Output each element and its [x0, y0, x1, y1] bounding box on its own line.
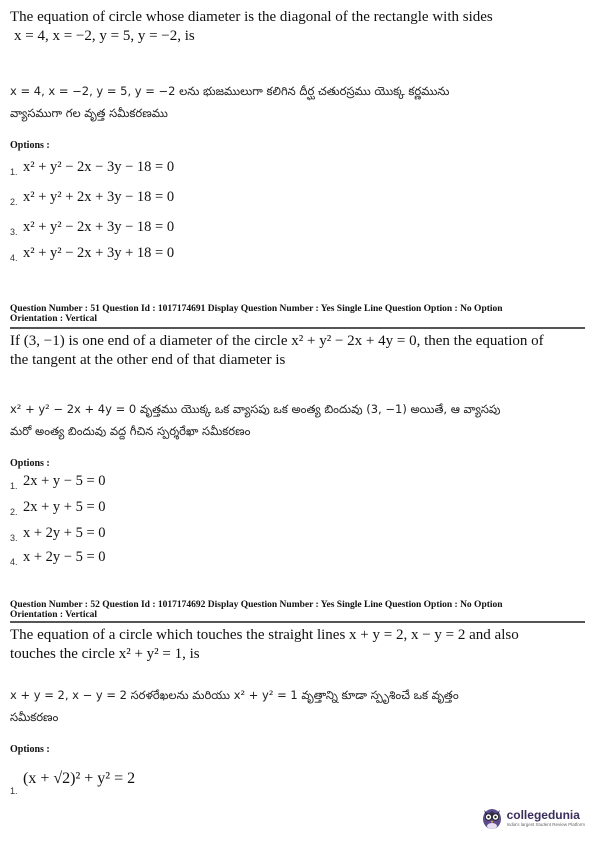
question-52-meta: [10, 600, 585, 620]
options-list: [10, 768, 585, 796]
option-equation: x² + y² − 2x + 3y + 18 = 0: [23, 245, 175, 261]
option-equation: x + 2y − 5 = 0: [23, 549, 106, 565]
brand-text: [507, 808, 585, 827]
question-meta: Orientation : Vertical: [10, 610, 98, 620]
option-equation: (x + √2)² + y² = 2: [23, 770, 136, 787]
question-51-telugu: [10, 398, 585, 442]
option-number: 2.: [10, 197, 18, 207]
option-item[interactable]: [10, 244, 585, 266]
option-number: 1.: [10, 786, 18, 796]
question-text-en: The equation of circle whose diameter is the diagonal of the rectangle with sides: [10, 9, 493, 25]
question-meta: Question Number : 52 Question Id : 1017174692 Display Question Number : Yes Single Line Question Option : No Option: [10, 600, 503, 610]
options-label: Options :: [10, 140, 50, 151]
divider: [10, 327, 585, 329]
options-block: [10, 140, 585, 151]
option-number: 3.: [10, 227, 18, 237]
option-number: 4.: [10, 253, 18, 263]
option-equation: x² + y² − 2x − 3y − 18 = 0: [23, 159, 175, 175]
owl-mascot-icon: [481, 804, 503, 830]
question-50-telugu: [10, 80, 585, 124]
question-text-te: x² + y² − 2x + 4y = 0 వృత్తము యొక్క ఒక వ్యాసపు ఒక అంత్య బిందువు (3, −1) అయితే, ఆ వ్యాసపు: [10, 402, 501, 416]
option-item[interactable]: [10, 768, 585, 796]
brand-tagline: India's largest Student Review Platform: [506, 821, 585, 827]
option-number: 4.: [10, 557, 18, 567]
question-52-telugu: [10, 684, 585, 728]
question-text-te: మరో అంత్య బిందువు వద్ద గీచిన స్పర్శరేఖా సమీకరణం: [10, 424, 251, 438]
option-number: 2.: [10, 507, 18, 517]
brand-name: collegedunia: [506, 807, 580, 822]
question-text-en: the tangent at the other end of that diameter is: [10, 352, 286, 368]
option-item[interactable]: [10, 218, 585, 240]
option-number: 1.: [10, 167, 18, 177]
option-item[interactable]: [10, 524, 585, 546]
option-equation: 2x + y − 5 = 0: [23, 473, 106, 489]
options-list: [10, 158, 585, 266]
options-block: [10, 458, 585, 469]
options-label: Options :: [10, 744, 50, 755]
option-number: 3.: [10, 533, 18, 543]
question-meta: Question Number : 51 Question Id : 1017174691 Display Question Number : Yes Single Line Question Option : No Option: [10, 304, 503, 314]
question-50: [10, 8, 585, 46]
option-item[interactable]: [10, 548, 585, 570]
question-text-te: x = 4, x = −2, y = 5, y = −2 లను భుజములుగా కలిగిన దీర్ఘ చతురస్రము యొక్క కర్ణమును: [10, 84, 450, 98]
option-number: 1.: [10, 481, 18, 491]
option-item[interactable]: [10, 498, 585, 520]
options-label: Options :: [10, 458, 50, 469]
option-equation: 2x + y + 5 = 0: [23, 499, 106, 515]
options-block: [10, 744, 585, 755]
option-equation: x + 2y + 5 = 0: [23, 525, 106, 541]
question-52: [10, 626, 585, 664]
question-text-te: వ్యాసముగా గల వృత్త సమీకరణము: [10, 106, 168, 120]
option-equation: x² + y² + 2x + 3y − 18 = 0: [23, 189, 175, 205]
option-item[interactable]: [10, 158, 585, 180]
question-meta: Orientation : Vertical: [10, 314, 98, 324]
divider: [10, 621, 585, 623]
question-text-en: If (3, −1) is one end of a diameter of the circle x² + y² − 2x + 4y = 0, then the equation of: [10, 333, 544, 349]
question-text-en: touches the circle x² + y² = 1, is: [10, 646, 200, 662]
question-text-en: x = 4, x = −2, y = 5, y = −2, is: [14, 28, 195, 44]
question-51: [10, 332, 585, 370]
option-item[interactable]: [10, 472, 585, 494]
question-51-meta: [10, 304, 585, 324]
option-equation: x² + y² − 2x + 3y − 18 = 0: [23, 219, 175, 235]
question-text-te: సమీకరణం: [10, 710, 59, 724]
question-text-en: The equation of a circle which touches the straight lines x + y = 2, x − y = 2 and also: [10, 627, 519, 643]
brand-logo: [481, 804, 585, 830]
question-text-te: x + y = 2, x − y = 2 సరళరేఖలను మరియు x² + y² = 1 వృత్తాన్ని కూడా స్పృశించే ఒక వృత్తం: [10, 688, 459, 702]
options-list: [10, 472, 585, 570]
option-item[interactable]: [10, 188, 585, 210]
